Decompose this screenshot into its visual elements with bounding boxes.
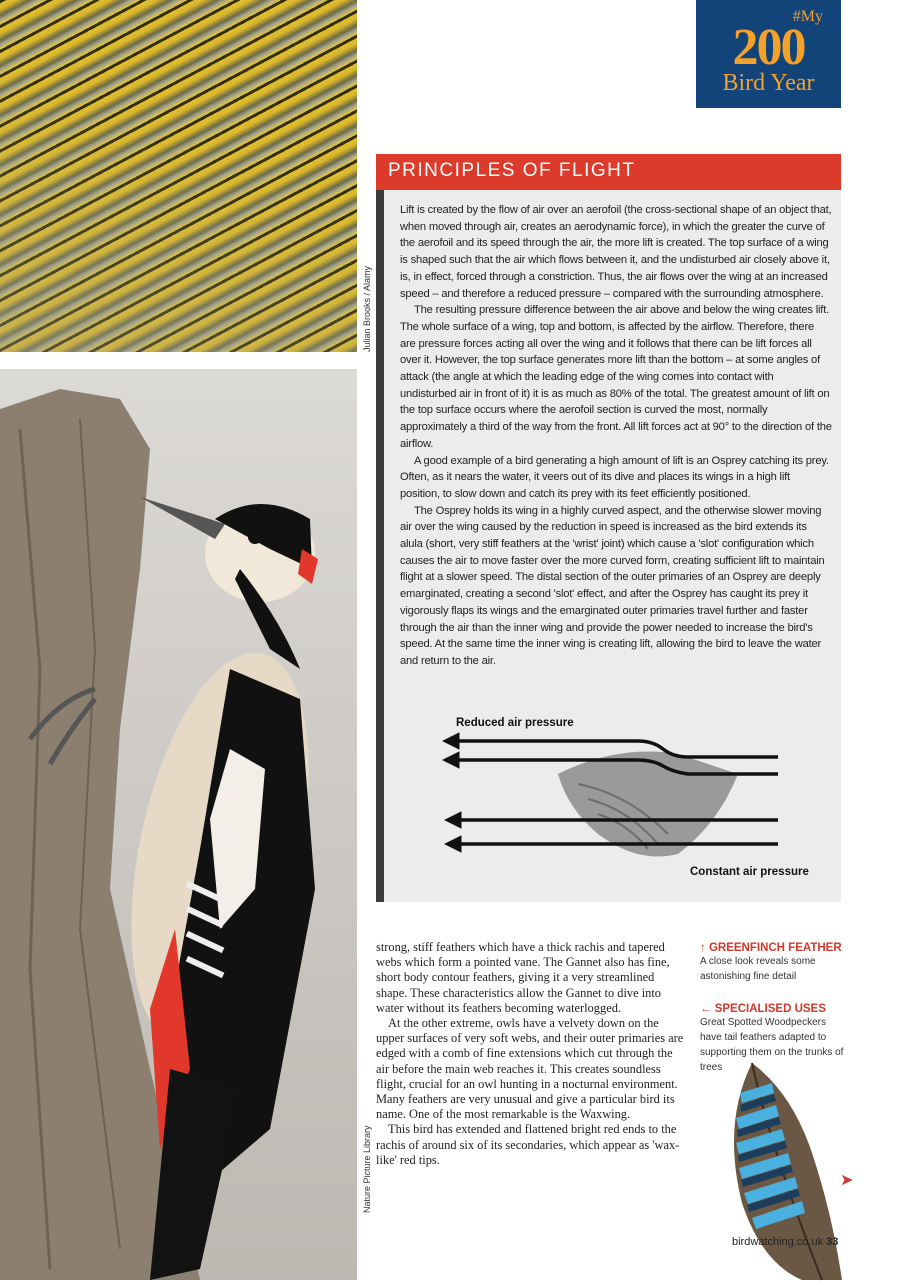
body-paragraph: strong, stiff feathers which have a thick rachis and tapered webs which form a pointed vane. The Gannet also has fine, short body contour feathers, giving it a very streamlined shape. These characteristics allow the Gannet to dive into water without its feathers becoming waterlogged. [376,940,670,1015]
box-title: PRINCIPLES OF FLIGHT [376,154,841,190]
airflow-diagram [448,714,809,889]
photo-credit-top: Julian Brooks / Alamy [362,265,372,352]
my-200-bird-year-logo [696,0,841,108]
woodpecker-illustration [0,369,357,1280]
page-footer [732,1236,838,1248]
box-paragraph: Lift is created by the flow of air over an aerofoil (the cross-sectional shape of an object that, when moved through air, creates an aerodynamic force), in which the greater the curve of the aerofoil and its speed through the air, the more lift is created. The top surface of a wing is shaped such that the air which flows between it, and the undisturbed air closely above it, is, in effect, forced through a constriction. Thus, the air flows over the wing at an increased speed – and therefore a reduced pressure – compared with the surrounding atmosphere. [400,204,832,300]
right-arrow-icon: ➤ [840,1172,854,1189]
box-text [400,202,832,670]
caption-title: GREENFINCH FEATHER [708,942,842,954]
page-number: 33 [826,1236,839,1248]
caption-greenfinch [700,942,845,984]
diagram-top-label: Reduced air pressure [456,717,574,729]
logo-subtitle: Bird Year [722,70,815,96]
box-paragraph: A good example of a bird generating a high amount of lift is an Osprey catching its prey. Often, as it nears the water, it veers out of its dive and places its wings in a high lift position, to slow down and catch its prey with its feet efficiently positioned. [400,454,829,500]
caption-title: SPECIALISED USES [714,1003,826,1015]
caption-body: A close look reveals some astonishing fine detail [700,956,816,982]
body-paragraph: This bird has extended and flattened bright red ends to the rachis of around six of its secondaries, which appear as 'wax-like' red tips. [376,1122,680,1167]
body-text [376,940,684,1168]
logo-number: 200 [732,19,805,76]
box-paragraph: The resulting pressure difference between the air above and below the wing creates lift. The whole surface of a wing, top and bottom, is affected by the airflow. Therefore, there are pressure forces acting all over the wing and it follows that there can be lift forces all over it. However, the top surface generates more lift than the bottom – at some angles of attack (the angle at which the leading edge of the wing comes into contact with undisturbed air in front of it) it is as much as 80% of the total. The greatest amount of lift on the top surface occurs where the aerofoil section is curved the most, normally approximately a third of the way from the front. All lift forces act at 90° to the direction of the airflow. [400,304,832,450]
wing-shape [558,752,738,857]
caption-body: Great Spotted Woodpeckers have tail feathers adapted to supporting them on the trunks of trees [700,1017,844,1073]
diagram-bottom-label: Constant air pressure [690,866,809,878]
logo-hash: #My [792,8,823,25]
left-arrow-icon: ← [700,1003,712,1015]
principles-of-flight-box [376,154,841,902]
footer-site: birdwatching.co.uk [732,1236,824,1248]
box-paragraph: The Osprey holds its wing in a highly curved aspect, and the otherwise slower moving air over the wing caused by the reduction in speed is increased as the bird extends its alula (short, very stiff feathers at the 'wrist' joint) which cause a 'slot' configuration which causes the air to move faster over the more curved form, creating sufficient lift to maintain flight at a slower speed. The distal section of the outer primaries of an Osprey are deeply emarginated, creating a second 'slot' effect, and after the Osprey has caught its prey it vigorously flaps its wings and the emarginated outer primaries travel further and faster through the air than the inner wing and provide the power needed to increase the bird's speed. At the same time the inner wing is creating lift, allowing the bird to leave the water and return to the air. [400,504,825,667]
up-arrow-icon: ↑ [700,942,706,954]
photo-credit-bottom: Nature Picture Library [362,1125,372,1213]
greenfinch-feather-photo [0,0,357,352]
woodpecker-photo [0,369,357,1280]
body-paragraph: At the other extreme, owls have a velvety down on the upper surfaces of very soft webs, and their outer primaries are edged with a comb of fine extensions which cut through the air before the main web reaches it. This creates soundless flight, crucial for an owl hunting in a nocturnal environment. Many feathers are very unusual and give a particular bird its name. One of the most remarkable is the Waxwing. [376,1016,684,1122]
